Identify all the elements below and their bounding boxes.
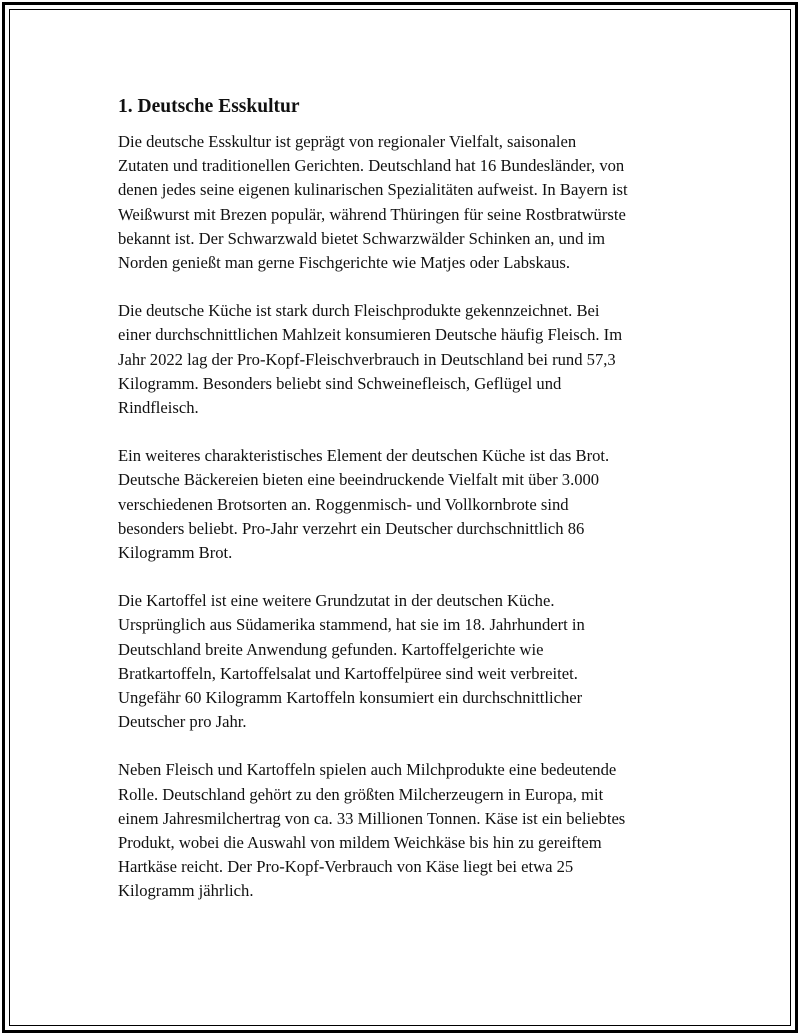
text-line: Rolle. Deutschland gehört zu den größten Milcherzeugern in Europa, mit: [118, 784, 604, 804]
text-line: Jahr 2022 lag der Pro-Kopf-Fleischverbrauch in Deutschland bei rund 57,3: [118, 349, 616, 369]
text-line: einer durchschnittlichen Mahlzeit konsumieren Deutsche häufig Fleisch. Im: [118, 325, 623, 345]
text-line: besonders beliebt. Pro-Jahr verzehrt ein Deutscher durchschnittlich 86: [118, 518, 585, 538]
text-line: Norden genießt man gerne Fischgerichte wie Matjes oder Labskaus.: [118, 253, 571, 273]
text-line: Weißwurst mit Brezen populär, während Thüringen für seine Rostbratwürste: [118, 204, 626, 224]
text-line: bekannt ist. Der Schwarzwald bietet Schwarzwälder Schinken an, und im: [118, 228, 606, 248]
paragraph-meat: [118, 299, 718, 420]
text-line: Die Kartoffel ist eine weitere Grundzutat in der deutschen Küche.: [118, 591, 555, 611]
text-line: Deutsche Bäckereien bieten eine beeindruckende Vielfalt mit über 3.000: [118, 470, 600, 490]
text-line: Die deutsche Küche ist stark durch Fleischprodukte gekennzeichnet. Bei: [118, 301, 600, 321]
text-line: einem Jahresmilchertrag von ca. 33 Millionen Tonnen. Käse ist ein beliebtes: [118, 808, 626, 828]
text-line: Kilogramm Brot.: [118, 543, 233, 563]
text-line: denen jedes seine eigenen kulinarischen Spezialitäten aufweist. In Bayern ist: [118, 180, 628, 200]
text-line: Neben Fleisch und Kartoffeln spielen auch Milchprodukte eine bedeutende: [118, 760, 617, 780]
text-line: Zutaten und traditionellen Gerichten. Deutschland hat 16 Bundesländer, von: [118, 156, 625, 176]
text-line: verschiedenen Brotsorten an. Roggenmisch- und Vollkornbrote sind: [118, 494, 569, 514]
text-line: Hartkäse reicht. Der Pro-Kopf-Verbrauch von Käse liegt bei etwa 25: [118, 857, 574, 877]
document-body: [118, 95, 718, 928]
text-line: Ursprünglich aus Südamerika stammend, hat sie im 18. Jahrhundert in: [118, 615, 585, 635]
text-line: Deutschland breite Anwendung gefunden. Kartoffelgerichte wie: [118, 639, 544, 659]
text-line: Die deutsche Esskultur ist geprägt von regionaler Vielfalt, saisonalen: [118, 132, 577, 151]
text-line: Deutscher pro Jahr.: [118, 712, 247, 732]
text-line: Kilogramm jährlich.: [118, 881, 254, 901]
text-line: Produkt, wobei die Auswahl von mildem Weichkäse bis hin zu gereiftem: [118, 833, 602, 853]
text-line: Rindfleisch.: [118, 398, 199, 418]
paragraph-bread: [118, 444, 718, 565]
paragraph-potato: [118, 589, 718, 734]
text-line: Bratkartoffeln, Kartoffelsalat und Kartoffelpüree sind weit verbreitet.: [118, 663, 578, 683]
paragraph-dairy: [118, 758, 718, 903]
section-heading: 1. Deutsche Esskultur: [118, 96, 300, 117]
text-line: Ungefähr 60 Kilogramm Kartoffeln konsumiert ein durchschnittlicher: [118, 688, 583, 708]
text-line: Kilogramm. Besonders beliebt sind Schweinefleisch, Geflügel und: [118, 373, 562, 393]
paragraph-regional-diversity: [118, 130, 718, 275]
text-line: Ein weiteres charakteristisches Element der deutschen Küche ist das Brot.: [118, 446, 610, 466]
